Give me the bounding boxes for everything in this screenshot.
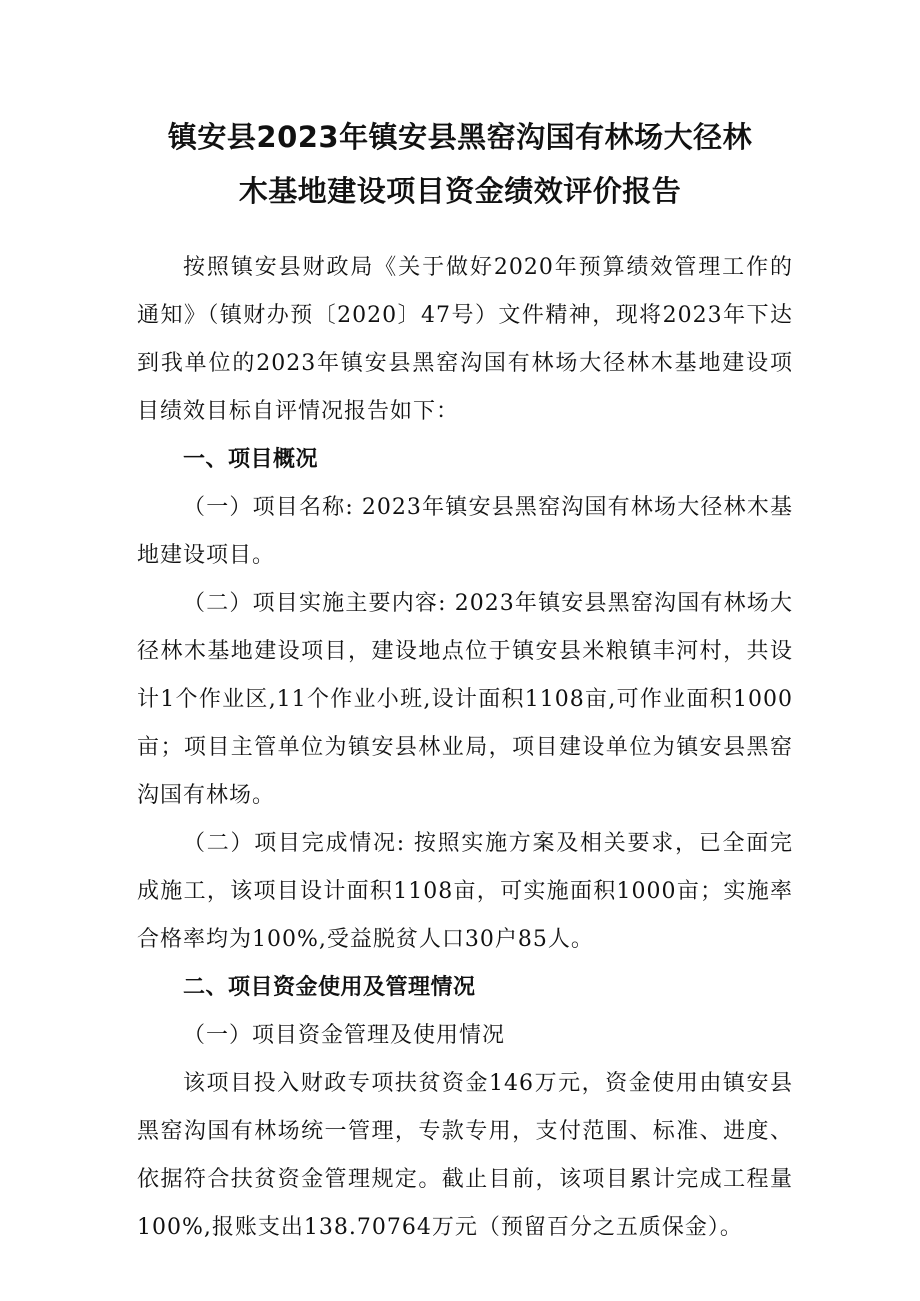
- title-line-1: 镇安县2023年镇安县黑窑沟国有林场大径林: [167, 120, 753, 154]
- document-title: [100, 110, 820, 218]
- project-content-paragraph: （二）项目实施主要内容: 2023年镇安县黑窑沟国有林场大径林木基地建设项目，建设地点位于镇安县米粮镇丰河村，共设计1个作业区,11个作业小班,设计面积1108亩,可作业面积1000亩；项目主管单位为镇安县林业局，项目建设单位为镇安县黑窑沟国有林场。: [137, 591, 793, 808]
- intro-paragraph: 按照镇安县财政局《关于做好2020年预算绩效管理工作的通知》（镇财办预〔2020〕47号）文件精神，现将2023年下达到我单位的2023年镇安县黑窑沟国有林场大径林木基地建设项目绩效目标自评情况报告如下：: [137, 255, 793, 424]
- subsection-heading-funds-usage: （一）项目资金管理及使用情况: [183, 1023, 506, 1048]
- document-body: [137, 244, 793, 1252]
- funds-usage-paragraph: 该项目投入财政专项扶贫资金146万元，资金使用由镇安县黑窑沟国有林场统一管理，专款专用，支付范围、标准、进度、依据符合扶贫资金管理规定。截止目前，该项目累计完成工程量100%,报账支出138.70764万元（预留百分之五质保金）。: [137, 1071, 793, 1240]
- project-name-paragraph: （一）项目名称: 2023年镇安县黑窑沟国有林场大径林木基地建设项目。: [137, 495, 793, 568]
- title-line-2: 木基地建设项目资金绩效评价报告: [238, 174, 682, 208]
- section-heading-project-overview: 一、项目概况: [183, 447, 319, 472]
- section-heading-funds-management: 二、项目资金使用及管理情况: [183, 975, 476, 1000]
- project-completion-paragraph: （二）项目完成情况: 按照实施方案及相关要求，已全面完成施工，该项目设计面积1108亩，可实施面积1000亩；实施率合格率均为100%,受益脱贫人口30户85人。: [137, 831, 793, 952]
